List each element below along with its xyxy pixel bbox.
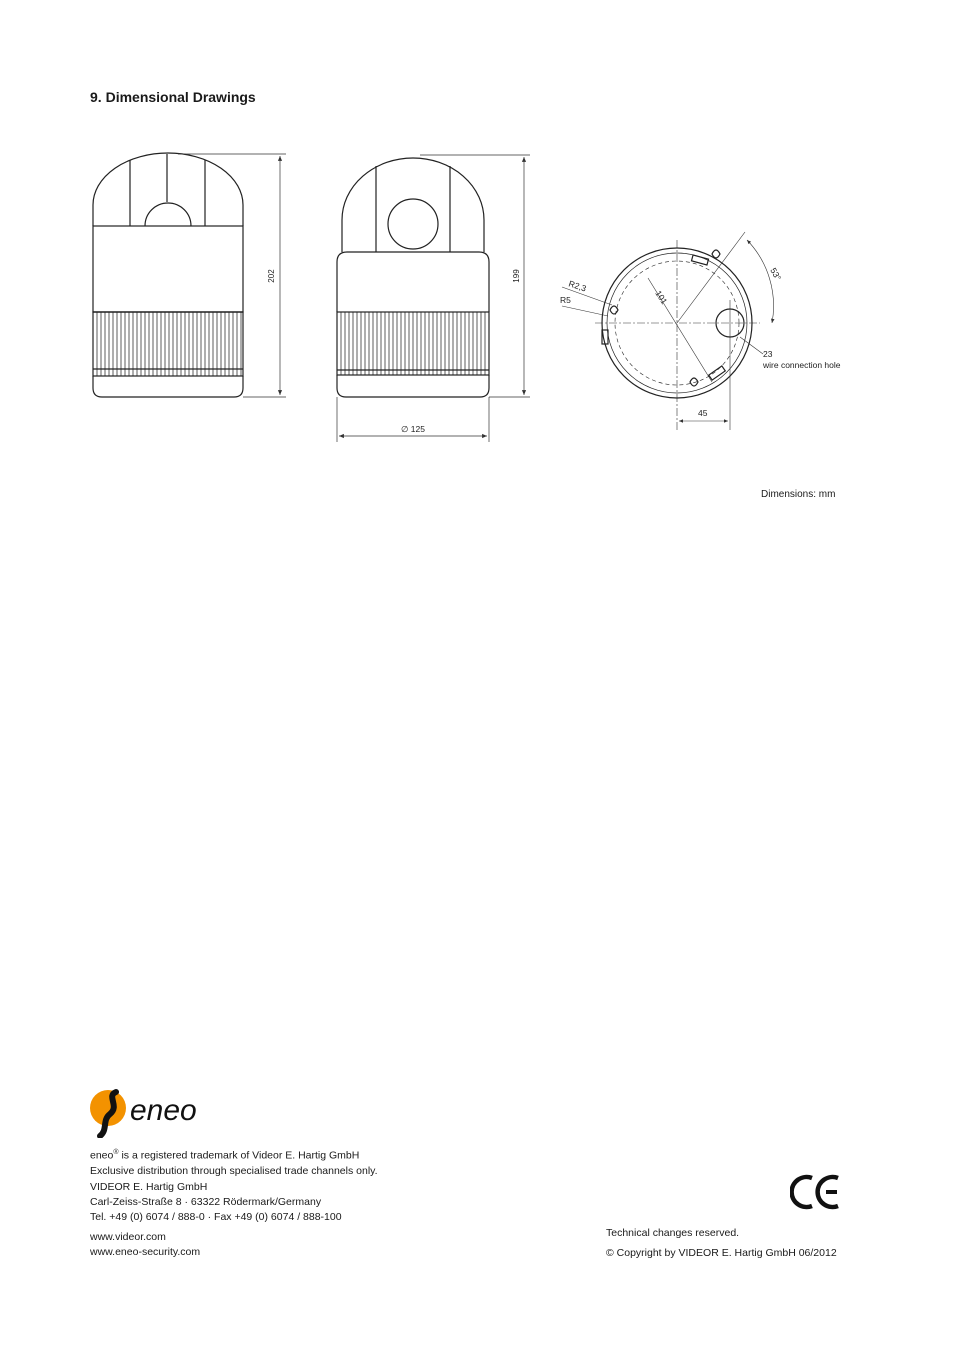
hole-size-label: 23 [763,349,773,359]
front-height-label: 202 [267,269,276,283]
company-name: VIDEOR E. Hartig GmbH [90,1181,208,1193]
units-note: Dimensions: mm [761,489,836,500]
section-number: 9. [90,89,102,105]
side-height-dimension [337,155,530,442]
ce-mark-icon [790,1172,842,1217]
diameter-label: ∅ 125 [401,424,425,434]
angle-label: 53° [768,266,784,283]
copyright-note: © Copyright by VIDEOR E. Hartig GmbH 06/2012 [606,1247,837,1259]
company-address: Carl-Zeiss-Straße 8 · 63322 Rödermark/Germany [90,1196,322,1208]
hole-description-label: wire connection hole [763,360,841,370]
web-block [90,1230,200,1260]
web-link-videor[interactable]: www.videor.com [90,1231,166,1243]
eneo-logo [86,1088,216,1143]
section-title: Dimensional Drawings [105,89,256,105]
mount-distance-label: 101 [653,288,670,306]
dimensional-drawing [0,0,954,460]
side-view [337,158,489,397]
logo-wordmark: eneo [130,1094,197,1127]
trademark-block [90,1145,378,1179]
company-block [90,1180,342,1225]
front-view [93,153,243,397]
company-phone: Tel. +49 (0) 6074 / 888-0 · Fax +49 (0) 6074 / 888-100 [90,1211,342,1223]
changes-note: Technical changes reserved. [606,1227,740,1239]
distribution-line: Exclusive distribution through specialised trade channels only. [90,1164,378,1177]
trademark-line: eneo® is a registered trademark of Videor E. Hartig GmbH [90,1149,360,1162]
side-height-label: 199 [512,269,521,283]
radius-large-label: R2,3 [567,278,588,294]
radius-small-label: R5 [560,295,571,305]
web-link-eneo[interactable]: www.eneo-security.com [90,1246,201,1258]
offset-label: 45 [698,408,708,418]
